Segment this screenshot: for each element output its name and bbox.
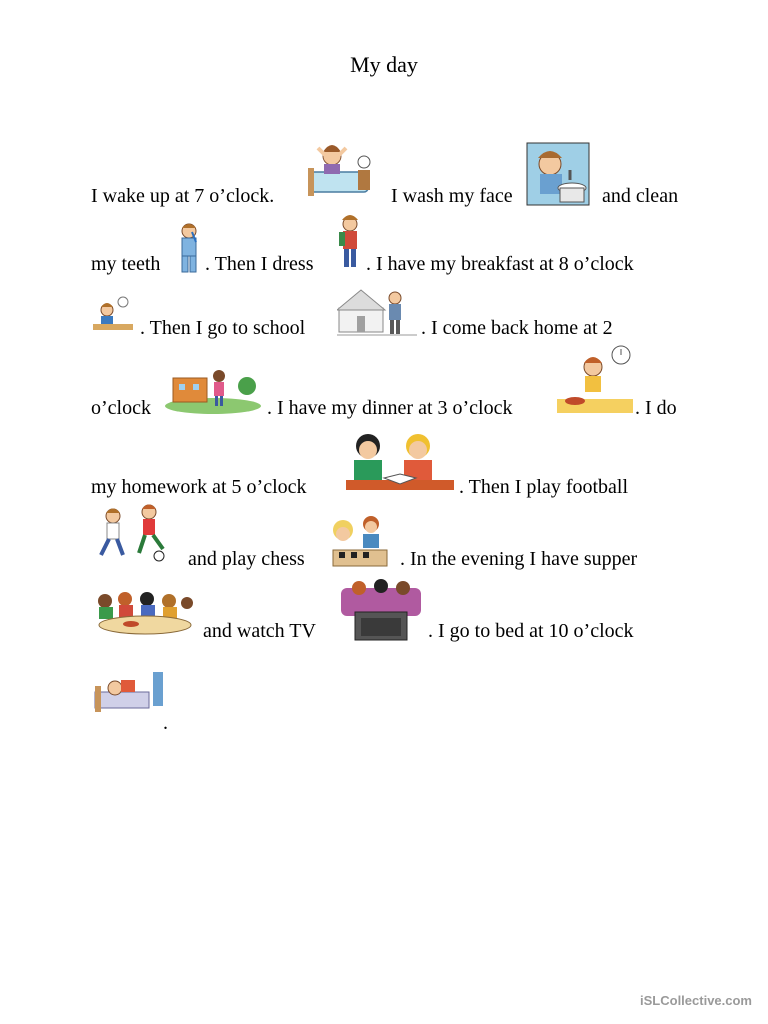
text-then-dress: . Then I dress	[205, 253, 314, 275]
text-homework: my homework at 5 o’clock	[91, 476, 307, 498]
homework-icon	[344, 428, 456, 492]
text-go-to-school: . Then I go to school	[140, 317, 306, 339]
text-and-clean: and clean	[602, 185, 679, 207]
text-oclock: o’clock	[91, 397, 151, 419]
washing-face-icon	[526, 142, 590, 206]
text-come-back-home: . I come back home at 2	[421, 317, 613, 339]
football-icon	[93, 502, 181, 564]
chess-icon	[325, 512, 395, 572]
getting-dressed-icon	[335, 212, 365, 272]
brushing-teeth-icon	[176, 222, 202, 274]
coming-home-icon	[163, 364, 263, 414]
text-watch-tv: and watch TV	[203, 620, 316, 642]
school-icon	[337, 280, 417, 340]
family-supper-icon	[91, 587, 199, 637]
watching-tv-icon	[339, 578, 423, 642]
watermark: iSLCollective.com	[640, 993, 752, 1008]
waking-up-icon	[306, 138, 376, 202]
text-final-period: .	[163, 712, 168, 734]
text-play-football: . Then I play football	[459, 476, 629, 498]
text-play-chess: and play chess	[188, 548, 305, 570]
going-to-bed-icon	[93, 668, 165, 714]
dinner-icon	[555, 343, 635, 417]
worksheet-title: My day	[350, 52, 418, 77]
breakfast-icon	[93, 296, 133, 332]
text-my-teeth: my teeth	[91, 253, 161, 275]
text-wake-up: I wake up at 7 o’clock.	[91, 185, 275, 207]
text-wash-face: I wash my face	[391, 185, 513, 207]
text-evening-supper: . In the evening I have supper	[400, 548, 638, 570]
text-go-to-bed: . I go to bed at 10 o’clock	[428, 620, 634, 642]
text-dinner: . I have my dinner at 3 o’clock	[267, 397, 513, 419]
text-i-do: . I do	[635, 397, 677, 419]
text-breakfast: . I have my breakfast at 8 o’clock	[366, 253, 634, 275]
